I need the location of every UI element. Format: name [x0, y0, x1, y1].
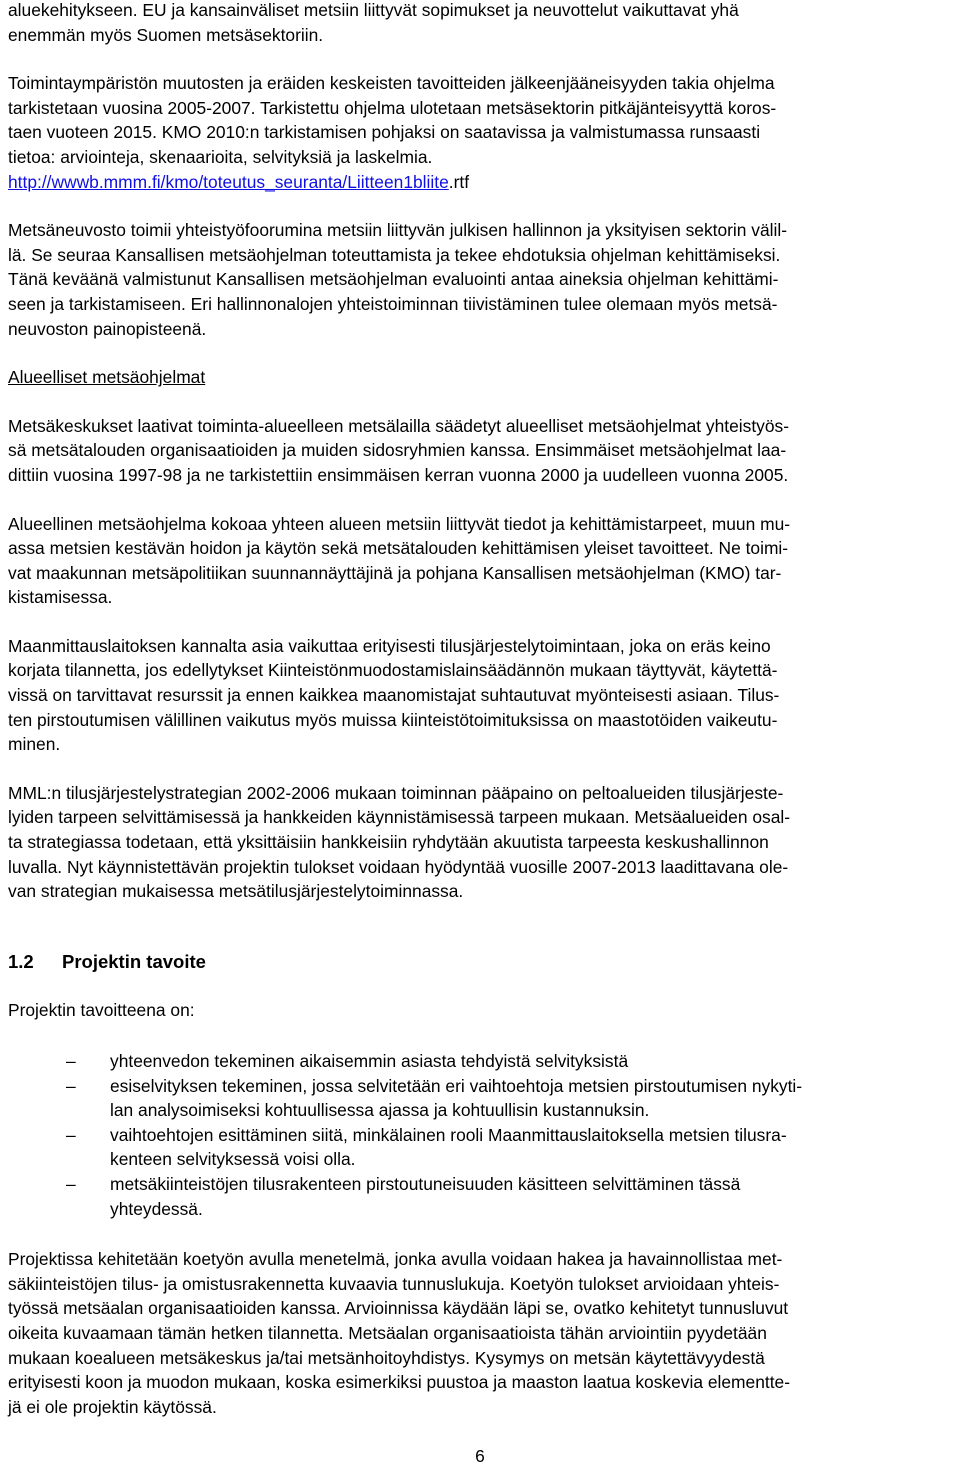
- mml-paragraph: [8, 781, 954, 904]
- text-line: Maanmittauslaitoksen kannalta asia vaikuttaa erityisesti tilusjärjestelytoimintaan, joka on eräs keino: [8, 635, 771, 656]
- section-title: Projektin tavoite: [62, 950, 206, 972]
- intro-paragraph: [8, 0, 954, 47]
- text-line: yhteydessä.: [110, 1198, 203, 1219]
- list-item: [8, 1123, 954, 1172]
- text-line: oikeita kuvaamaan tämän hetken tilannetta. Metsäalan organisaatioista tähän arviointiin pyydetään: [8, 1322, 767, 1343]
- maanmittaus-paragraph: [8, 634, 954, 757]
- text-line: minen.: [8, 734, 61, 755]
- subheading: Alueelliset metsäohjelmat: [8, 367, 206, 388]
- text-line: erityisesti koon ja muodon mukaan, koska esimerkiksi puustoa ja maaston laatua koskevia elementte-: [8, 1372, 791, 1393]
- alueelliset-paragraph: [8, 414, 954, 488]
- text-line: lan analysoimiseksi kohtuullisessa ajassa ja kohtuullisin kustannuksin.: [110, 1100, 650, 1121]
- document-page: [8, 0, 954, 1419]
- text-line: assa metsien kestävän hoidon ja käytön sekä metsätalouden kehittämisen yleiset tavoitteet. Ne toimi-: [8, 538, 789, 559]
- page-number: 6: [475, 1446, 485, 1466]
- list-item: [8, 1172, 954, 1221]
- text-line: enemmän myös Suomen metsäsektoriin.: [8, 24, 324, 45]
- text-line: metsäkiinteistöjen tilusrakenteen pirstoutuneisuuden käsitteen selvittäminen tässä: [110, 1173, 741, 1194]
- text-line: vissä on tarvittavat resurssit ja ennen kaikkea maanomistajat suhtautuvat myönteisesti asiaan. Tilus-: [8, 685, 780, 706]
- text-line: esiselvityksen tekeminen, jossa selvitetään eri vaihtoehtoja metsien pirstoutumisen nykyti-: [110, 1075, 803, 1096]
- text-line: yhteenvedon tekeminen aikaisemmin asiasta tehdyistä selvityksistä: [110, 1051, 629, 1071]
- kmo-link[interactable]: http://wwwb.mmm.fi/kmo/toteutus_seuranta/Liitteen1bliite: [8, 171, 449, 192]
- alueellinen-paragraph: [8, 512, 954, 610]
- text-line: luvalla. Nyt käynnistettävän projektin tulokset voidaan hyödyntää vuosille 2007-2013 laadittavana ole-: [8, 856, 789, 877]
- text-line: Tänä keväänä valmistunut Kansallisen metsäohjelman evaluointi antaa aineksia ohjelman kehittämi-: [8, 269, 779, 290]
- projektissa-paragraph: [8, 1247, 954, 1419]
- text-line: lä. Se seuraa Kansallisen metsäohjelman toteuttamista ja tekee ehdotuksia ohjelman kehittämiseksi.: [8, 244, 781, 265]
- text-line: työssä metsäalan organisaatioiden kanssa. Arvioinnissa käydään läpi se, ovatko kehitetyt tunnusluvut: [8, 1298, 789, 1319]
- text-line: jä ei ole projektin käytössä.: [8, 1396, 217, 1417]
- text-line: vat maakunnan metsäpolitiikan suunnannäyttäjinä ja pohjana Kansallisen metsäohjelman (KMO) tar-: [8, 562, 782, 583]
- dash-bullet-icon: –: [66, 1173, 76, 1194]
- text-line: Metsäneuvosto toimii yhteistyöfoorumina metsiin liittyvän julkisen hallinnon ja yksityisen sektorin välil-: [8, 220, 788, 241]
- text-line: MML:n tilusjärjestelystrategian 2002-2006 mukaan toiminnan pääpaino on peltoalueiden tilusjärjeste-: [8, 782, 784, 803]
- goal-list: [8, 1049, 954, 1221]
- goal-intro: Projektin tavoitteena on:: [8, 1000, 195, 1021]
- text-line: lyiden tarpeen selvittämisessä ja hankkeiden käynnistämisessä tarpeen mukaan. Metsäalueiden osal-: [8, 807, 791, 828]
- text-line: seen ja tarkistamiseen. Eri hallinnonalojen yhteistoiminnan tiivistäminen tulee olemaan myös metsä-: [8, 293, 778, 314]
- text-line: mukaan koealueen metsäkeskus ja/tai metsänhoitoyhdistys. Kysymys on metsän käytettävyydestä: [8, 1347, 765, 1368]
- text-line: van strategian mukaisessa metsätilusjärjestelytoiminnassa.: [8, 881, 464, 902]
- text-line: säkiinteistöjen tilus- ja omistusrakennetta kuvaavia tunnuslukuja. Koetyön tulokset arvioidaan yhteis-: [8, 1273, 780, 1294]
- text-line: taen vuoteen 2015. KMO 2010:n tarkistamisen pohjaksi on saatavissa ja valmistumassa runsaasti: [8, 122, 761, 143]
- text-line: tarkistetaan vuosina 2005-2007. Tarkistettu ohjelma ulotetaan metsäsektorin pitkäjänteisyyttä koros-: [8, 97, 777, 118]
- section-heading: [8, 950, 954, 975]
- list-item: [8, 1074, 954, 1123]
- dash-bullet-icon: –: [66, 1124, 76, 1145]
- text-line: Alueellinen metsäohjelma kokoaa yhteen alueen metsiin liittyvät tiedot ja kehittämistarpeet, muun mu-: [8, 513, 791, 534]
- text-line: vaihtoehtojen esittäminen siitä, minkälainen rooli Maanmittauslaitoksella metsien tilusra-: [110, 1124, 787, 1145]
- text-line: ta strategiassa todetaan, että yksittäisiin hankkeisiin ryhdytään akuutista tarpeesta keskushallinnon: [8, 832, 769, 853]
- text-line: tietoa: arviointeja, skenaarioita, selvityksiä ja laskelmia.: [8, 146, 433, 167]
- metsaneuvosto-paragraph: [8, 218, 954, 341]
- list-item: [8, 1049, 954, 1074]
- text-line: Projektissa kehitetään koetyön avulla menetelmä, jonka avulla voidaan hakea ja havainnollistaa met-: [8, 1249, 783, 1270]
- text-line: dittiin vuosina 1997-98 ja ne tarkistettiin ensimmäisen kerran vuonna 2000 ja uudelleen vuonna 2005.: [8, 464, 789, 485]
- text-line: Toimintaympäristön muutosten ja eräiden keskeisten tavoitteiden jälkeenjääneisyyden takia ohjelma: [8, 73, 775, 94]
- text-line: neuvoston painopisteenä.: [8, 318, 207, 339]
- text-line: korjata tilannetta, jos edellytykset Kiinteistönmuodostamislainsäädännön mukaan täyttyvät, käytettä-: [8, 660, 778, 681]
- text-line: ten pirstoutumisen välillinen vaikutus myös muissa kiinteistötoimituksissa on maastotöiden vaikeutu-: [8, 709, 778, 730]
- dash-bullet-icon: –: [66, 1075, 76, 1096]
- text-line: kistamisessa.: [8, 587, 113, 608]
- section-number: 1.2: [8, 950, 34, 972]
- kmo-link-line: [8, 170, 954, 195]
- text-line: kenteen selvityksessä voisi olla.: [110, 1149, 356, 1170]
- text-line: aluekehitykseen. EU ja kansainväliset metsiin liittyvät sopimukset ja neuvottelut vaikuttavat yhä: [8, 0, 739, 20]
- text-line: sä metsätalouden organisaatioiden ja muiden sidosryhmien kanssa. Ensimmäiset metsäohjelmat laa-: [8, 440, 787, 461]
- text-line: Metsäkeskukset laativat toiminta-alueelleen metsälailla säädetyt alueelliset metsäohjelmat yhteistyös-: [8, 415, 790, 436]
- dash-bullet-icon: –: [66, 1051, 76, 1071]
- kmo-link-suffix: .rtf: [448, 171, 470, 192]
- kmo-paragraph: [8, 71, 954, 194]
